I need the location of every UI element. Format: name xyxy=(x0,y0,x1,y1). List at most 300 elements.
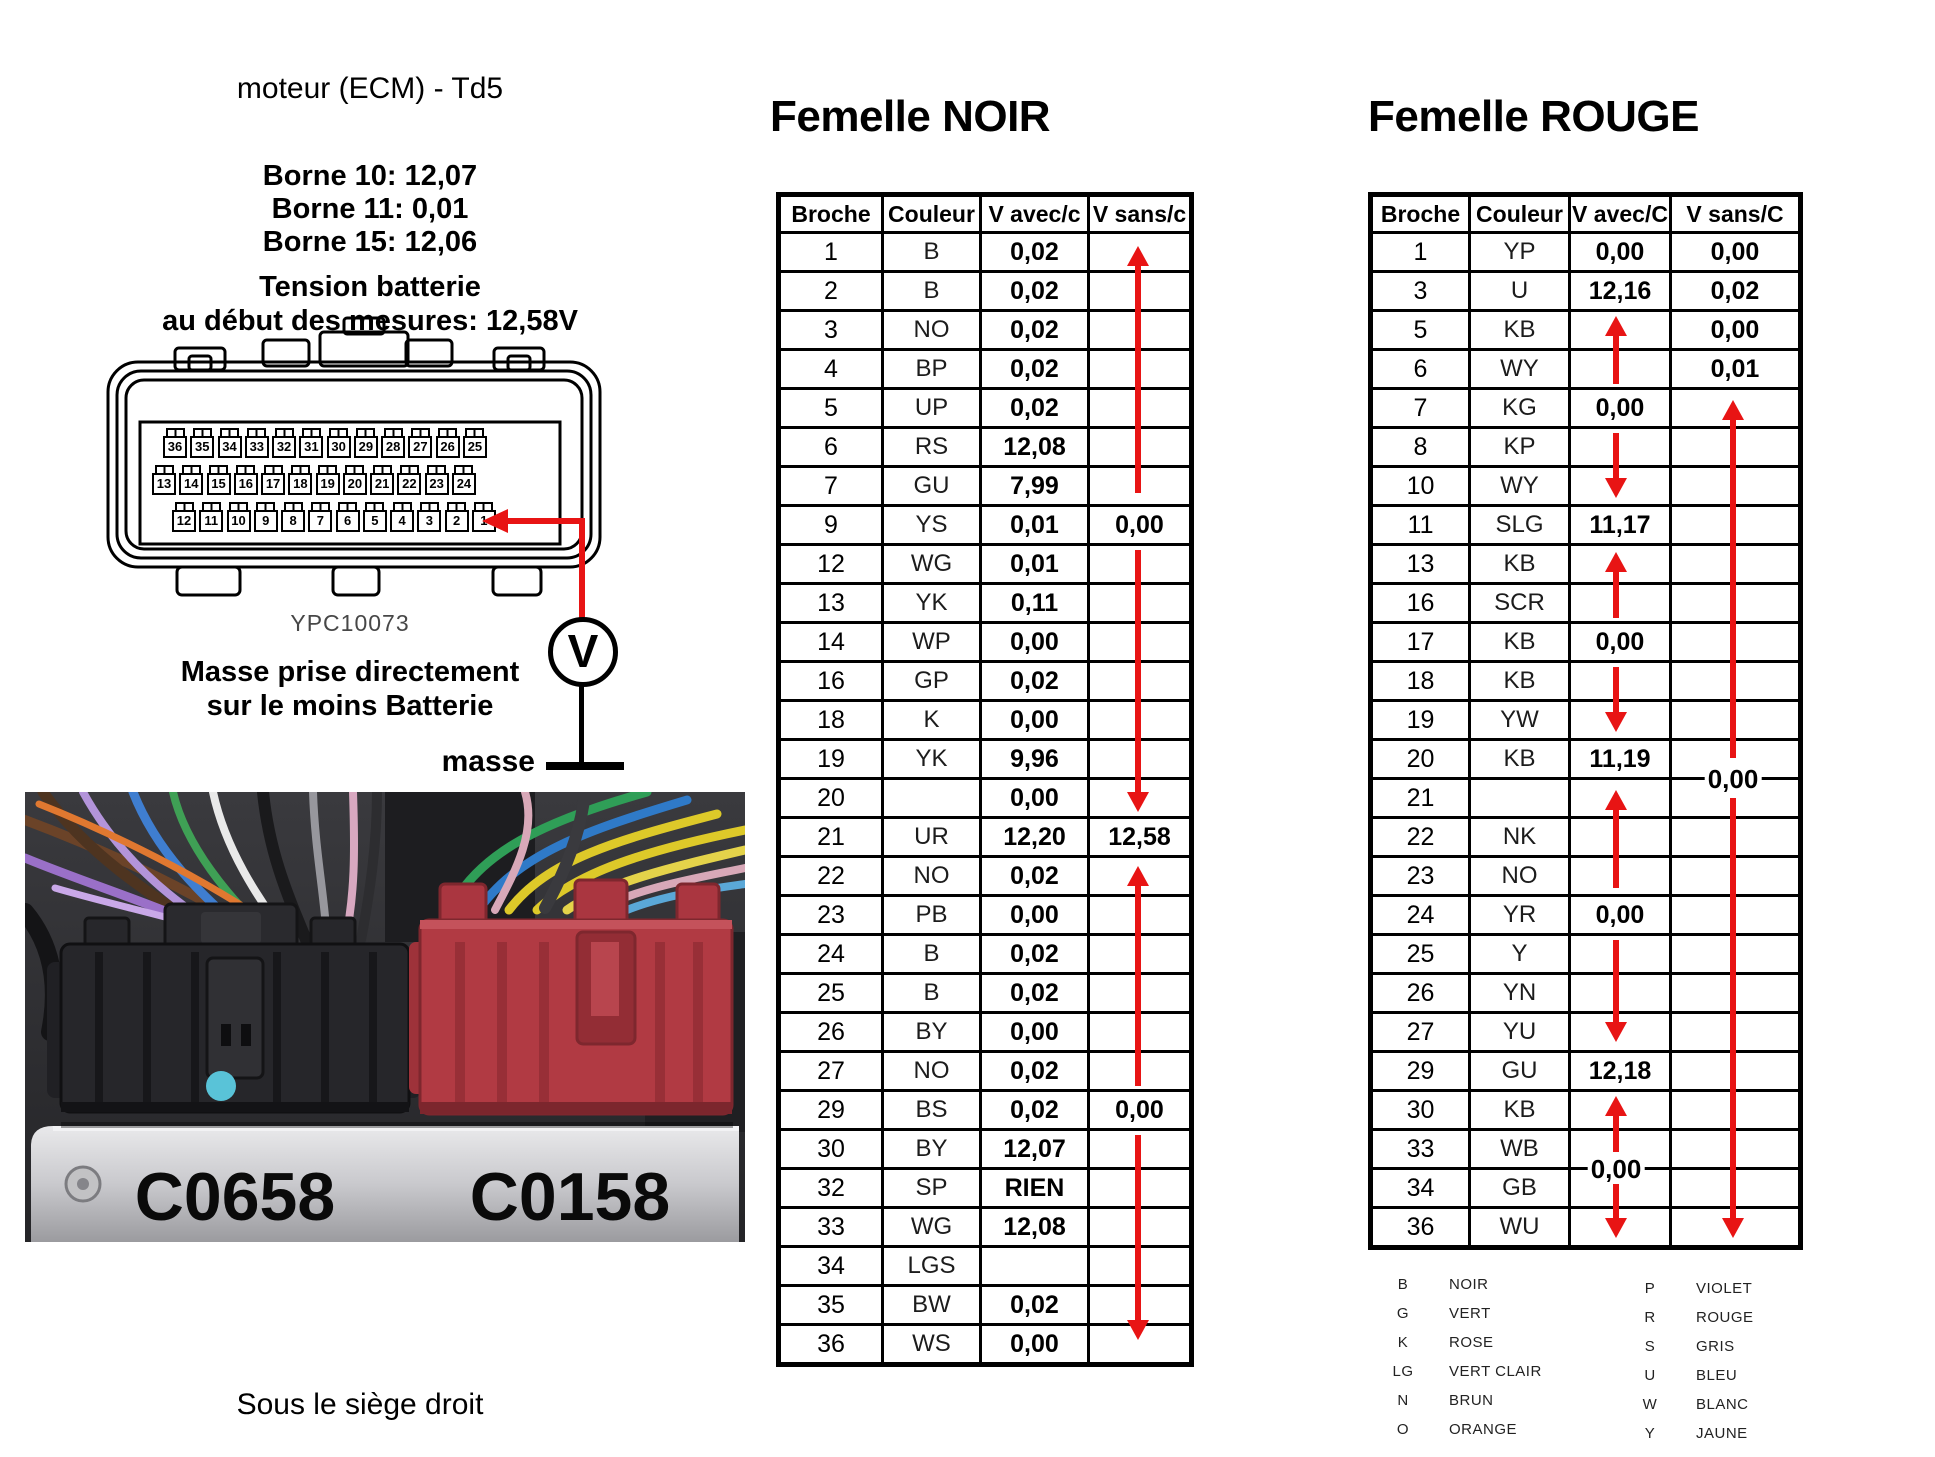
cell-v-avec: 0,00 xyxy=(981,779,1089,818)
cell-broche: 2 xyxy=(779,272,883,311)
cell-broche: 34 xyxy=(1371,1169,1470,1208)
cell-v-avec: 12,16 xyxy=(1570,272,1671,311)
cell-couleur: BY xyxy=(883,1130,981,1169)
pin-contact-icon xyxy=(345,465,364,473)
legend-name: ROSE xyxy=(1449,1334,1494,1351)
pin-contact-icon xyxy=(291,465,310,473)
pin-number: 29 xyxy=(354,436,378,458)
cell-couleur: RS xyxy=(883,428,981,467)
cell-couleur xyxy=(1470,779,1570,818)
cell-couleur: WY xyxy=(1470,467,1570,506)
legend-item xyxy=(1632,1425,1754,1443)
pin-contact-icon xyxy=(220,428,239,436)
cell-broche: 19 xyxy=(779,740,883,779)
rouge-header-row xyxy=(1371,195,1801,233)
legend-item xyxy=(1385,1334,1542,1352)
pin-number: 4 xyxy=(390,510,414,532)
red-arrow-up xyxy=(1127,866,1149,1086)
cell-v-avec: 11,19 xyxy=(1570,740,1671,779)
cell-v-avec xyxy=(981,1247,1089,1286)
connector-pin xyxy=(425,465,449,495)
cell-broche: 6 xyxy=(1371,350,1470,389)
pin-contact-icon xyxy=(275,428,294,436)
cell-couleur: KB xyxy=(1470,623,1570,662)
legend-name: BLANC xyxy=(1696,1396,1749,1413)
cell-broche: 5 xyxy=(1371,311,1470,350)
cell-v-avec: 0,02 xyxy=(981,1052,1089,1091)
connector-pin xyxy=(152,465,176,495)
pin-row-bottom xyxy=(172,502,496,532)
connector-pin xyxy=(199,502,223,532)
red-arrow-up xyxy=(1605,552,1627,618)
pin-number: 30 xyxy=(327,436,351,458)
cell-v-avec: 0,01 xyxy=(981,545,1089,584)
pin-number: 31 xyxy=(299,436,323,458)
femelle-noir-title: Femelle NOIR xyxy=(770,92,1051,141)
cell-v-avec: 0,01 xyxy=(981,506,1089,545)
legend-item xyxy=(1632,1280,1754,1298)
cell-v-avec: 12,18 xyxy=(1570,1052,1671,1091)
connector-pin xyxy=(370,465,394,495)
cell-broche: 32 xyxy=(779,1169,883,1208)
ground-note-line: sur le moins Batterie xyxy=(206,690,494,722)
pin-contact-icon xyxy=(438,428,457,436)
pin-contact-icon xyxy=(411,428,430,436)
legend-code: U xyxy=(1644,1367,1656,1384)
cell-couleur: SCR xyxy=(1470,584,1570,623)
column-header: V sans/C xyxy=(1671,195,1801,233)
red-arrow-down xyxy=(1605,940,1627,1042)
cell-couleur: U xyxy=(1470,272,1570,311)
cell-broche: 26 xyxy=(779,1013,883,1052)
shared-value-v-sans: 0,00 xyxy=(1705,765,1762,793)
legend-name: VIOLET xyxy=(1696,1280,1753,1297)
cell-couleur: UP xyxy=(883,389,981,428)
cell-couleur: YU xyxy=(1470,1013,1570,1052)
cell-couleur: WY xyxy=(1470,350,1570,389)
pin-number: 34 xyxy=(218,436,242,458)
tension-line: au début des mesures: 12,58V xyxy=(162,305,578,337)
cell-broche: 30 xyxy=(1371,1091,1470,1130)
cell-couleur: GB xyxy=(1470,1169,1570,1208)
cell-broche: 7 xyxy=(1371,389,1470,428)
cell-broche: 22 xyxy=(779,857,883,896)
connector-pin xyxy=(218,428,242,458)
cell-broche: 20 xyxy=(1371,740,1470,779)
cell-v-sans: 0,00 xyxy=(1671,311,1801,350)
pin-contact-icon xyxy=(175,502,194,510)
pin-number: 24 xyxy=(452,473,476,495)
pin-number: 6 xyxy=(336,510,360,532)
cell-broche: 22 xyxy=(1371,818,1470,857)
cell-broche: 33 xyxy=(1371,1130,1470,1169)
pin-contact-icon xyxy=(447,502,466,510)
probe-wire-vertical xyxy=(579,518,585,618)
cell-broche: 36 xyxy=(779,1325,883,1365)
legend-code: B xyxy=(1397,1276,1409,1293)
cell-v-avec: 0,02 xyxy=(981,272,1089,311)
column-header: V avec/c xyxy=(981,195,1089,233)
connector-pin xyxy=(363,502,387,532)
connector-pin xyxy=(354,428,378,458)
cell-v-avec: 0,11 xyxy=(981,584,1089,623)
pin-number: 3 xyxy=(417,510,441,532)
legend-name: BRUN xyxy=(1449,1392,1494,1409)
pin-contact-icon xyxy=(229,502,248,510)
cell-couleur: NO xyxy=(883,1052,981,1091)
connector-pin xyxy=(190,428,214,458)
pin-contact-icon xyxy=(182,465,201,473)
pin-number: 35 xyxy=(190,436,214,458)
cell-couleur: BP xyxy=(883,350,981,389)
legend-code: N xyxy=(1397,1392,1409,1409)
pin-contact-icon xyxy=(400,465,419,473)
cell-broche: 12 xyxy=(779,545,883,584)
cell-couleur: WG xyxy=(883,1208,981,1247)
cell-broche: 23 xyxy=(779,896,883,935)
cell-v-avec: 0,00 xyxy=(981,896,1089,935)
connector-pin xyxy=(227,502,251,532)
connector-label-c0158: C0158 xyxy=(469,1159,671,1235)
borne-line: Borne 10: 12,07 xyxy=(262,160,478,192)
noir-header-row xyxy=(779,195,1192,233)
cell-broche: 25 xyxy=(1371,935,1470,974)
cell-broche: 1 xyxy=(779,233,883,272)
cell-broche: 19 xyxy=(1371,701,1470,740)
legend-code: S xyxy=(1644,1338,1656,1355)
legend-name: NOIR xyxy=(1449,1276,1489,1293)
legend-left-column xyxy=(1385,1276,1542,1439)
cell-broche: 6 xyxy=(779,428,883,467)
legend-item xyxy=(1632,1367,1754,1385)
legend-code: Y xyxy=(1644,1425,1656,1442)
cell-broche: 13 xyxy=(1371,545,1470,584)
cell-couleur: B xyxy=(883,233,981,272)
cell-couleur: GP xyxy=(883,662,981,701)
pin-number: 36 xyxy=(163,436,187,458)
cell-broche: 33 xyxy=(779,1208,883,1247)
cell-v-avec: 0,02 xyxy=(981,1091,1089,1130)
cell-broche: 3 xyxy=(779,311,883,350)
shared-value-v-avec: 0,00 xyxy=(1588,1155,1645,1183)
pin-contact-icon xyxy=(420,502,439,510)
pin-number: 15 xyxy=(207,473,231,495)
pin-number: 1 xyxy=(472,510,496,532)
column-header: V sans/c xyxy=(1089,195,1192,233)
pin-number: 26 xyxy=(436,436,460,458)
cell-v-avec: 7,99 xyxy=(981,467,1089,506)
table-row xyxy=(779,506,1192,545)
cell-broche: 5 xyxy=(779,389,883,428)
borne-line: Borne 11: 0,01 xyxy=(271,193,469,225)
red-arrow-up xyxy=(1605,316,1627,384)
red-arrow-down xyxy=(1127,550,1149,812)
probe-wire-horizontal xyxy=(505,518,585,524)
cell-broche: 17 xyxy=(1371,623,1470,662)
cell-couleur: YK xyxy=(883,740,981,779)
borne-line: Borne 15: 12,06 xyxy=(262,226,478,258)
legend-name: BLEU xyxy=(1696,1367,1738,1384)
legend-item xyxy=(1632,1309,1754,1327)
cell-couleur: GU xyxy=(883,467,981,506)
pin-number: 13 xyxy=(152,473,176,495)
cell-broche: 26 xyxy=(1371,974,1470,1013)
pin-number: 2 xyxy=(445,510,469,532)
table-row xyxy=(1371,350,1801,389)
cell-broche: 35 xyxy=(779,1286,883,1325)
pin-number: 23 xyxy=(425,473,449,495)
pin-number: 33 xyxy=(245,436,269,458)
pin-contact-icon xyxy=(166,428,185,436)
cell-v-avec: 0,02 xyxy=(981,311,1089,350)
cell-v-avec: 0,02 xyxy=(981,350,1089,389)
column-header: Couleur xyxy=(1470,195,1570,233)
connector-pin xyxy=(272,428,296,458)
cell-couleur: NO xyxy=(883,311,981,350)
connector-pin xyxy=(463,428,487,458)
pin-number: 21 xyxy=(370,473,394,495)
legend-code: K xyxy=(1397,1334,1409,1351)
connector-pin xyxy=(381,428,405,458)
cell-couleur xyxy=(883,779,981,818)
cell-couleur: SLG xyxy=(1470,506,1570,545)
cell-v-avec: 12,08 xyxy=(981,428,1089,467)
cell-broche: 7 xyxy=(779,467,883,506)
cell-v-avec: 0,00 xyxy=(1570,896,1671,935)
cell-broche: 29 xyxy=(779,1091,883,1130)
red-arrow-down xyxy=(1605,433,1627,498)
pin-number: 22 xyxy=(397,473,421,495)
voltmeter-lead xyxy=(579,682,584,764)
pin-contact-icon xyxy=(236,465,255,473)
legend-item xyxy=(1385,1421,1542,1439)
cell-broche: 29 xyxy=(1371,1052,1470,1091)
connector-pin xyxy=(288,465,312,495)
cell-couleur: YR xyxy=(1470,896,1570,935)
red-arrow-up xyxy=(1605,1096,1627,1152)
cell-broche: 25 xyxy=(779,974,883,1013)
cell-v-sans: 12,58 xyxy=(1089,818,1192,857)
cell-broche: 8 xyxy=(1371,428,1470,467)
legend-code: G xyxy=(1396,1305,1410,1322)
pin-contact-icon xyxy=(365,502,384,510)
legend-name: VERT CLAIR xyxy=(1449,1363,1542,1380)
cell-couleur: KB xyxy=(1470,740,1570,779)
femelle-rouge-title: Femelle ROUGE xyxy=(1368,92,1699,141)
tension-line: Tension batterie xyxy=(259,271,481,303)
cell-broche: 21 xyxy=(1371,779,1470,818)
table-row xyxy=(779,818,1192,857)
cell-broche: 21 xyxy=(779,818,883,857)
connector-pin xyxy=(261,465,285,495)
pin-number: 28 xyxy=(381,436,405,458)
cell-couleur: K xyxy=(883,701,981,740)
pin-number: 5 xyxy=(363,510,387,532)
cell-broche: 23 xyxy=(1371,857,1470,896)
cell-broche: 16 xyxy=(779,662,883,701)
pin-contact-icon xyxy=(302,428,321,436)
borne-measurements xyxy=(140,160,600,259)
cell-broche: 3 xyxy=(1371,272,1470,311)
connector-pin xyxy=(417,502,441,532)
pin-number: 20 xyxy=(343,473,367,495)
connector-pin xyxy=(172,502,196,532)
pin-contact-icon xyxy=(311,502,330,510)
connector-pin xyxy=(316,465,340,495)
connector-pin xyxy=(327,428,351,458)
pin-row-middle xyxy=(152,465,476,495)
legend-code: LG xyxy=(1392,1363,1414,1380)
legend-item xyxy=(1385,1276,1542,1294)
cell-v-avec: 9,96 xyxy=(981,740,1089,779)
cell-v-avec: 0,02 xyxy=(981,233,1089,272)
column-header: V avec/C xyxy=(1570,195,1671,233)
connector-pin xyxy=(234,465,258,495)
connector-pin xyxy=(436,428,460,458)
cell-v-avec: 0,02 xyxy=(981,662,1089,701)
cell-broche: 4 xyxy=(779,350,883,389)
cell-v-avec: 0,00 xyxy=(1570,623,1671,662)
cell-v-avec: RIEN xyxy=(981,1169,1089,1208)
cyan-dot xyxy=(206,1071,236,1101)
pin-contact-icon xyxy=(155,465,174,473)
pin-contact-icon xyxy=(465,428,484,436)
connector-pin xyxy=(299,428,323,458)
cell-couleur: KB xyxy=(1470,545,1570,584)
cell-couleur: PB xyxy=(883,896,981,935)
connector-pin xyxy=(207,465,231,495)
pin-contact-icon xyxy=(193,428,212,436)
red-arrow-down xyxy=(1605,667,1627,732)
cell-couleur: YW xyxy=(1470,701,1570,740)
pin-number: 12 xyxy=(172,510,196,532)
cell-broche: 1 xyxy=(1371,233,1470,272)
ground-note-line: Masse prise directement xyxy=(180,656,520,688)
cell-broche: 13 xyxy=(779,584,883,623)
red-arrow-up xyxy=(1722,400,1744,758)
cell-v-avec: 0,02 xyxy=(981,857,1089,896)
pin-number: 27 xyxy=(408,436,432,458)
ecu-plate xyxy=(31,1122,739,1242)
cell-broche: 11 xyxy=(1371,506,1470,545)
red-arrow-down xyxy=(1127,1135,1149,1340)
pin-contact-icon xyxy=(264,465,283,473)
legend-name: VERT xyxy=(1449,1305,1491,1322)
ecm-connector-diagram xyxy=(95,310,615,610)
legend-item xyxy=(1632,1338,1754,1356)
pin-number: 7 xyxy=(308,510,332,532)
table-row xyxy=(1371,311,1801,350)
pin-number: 10 xyxy=(227,510,251,532)
cell-couleur: LGS xyxy=(883,1247,981,1286)
location-caption: Sous le siège droit xyxy=(236,1388,484,1421)
cell-couleur: WP xyxy=(883,623,981,662)
pin-contact-icon xyxy=(384,428,403,436)
connector-pin xyxy=(254,502,278,532)
pin-number: 32 xyxy=(272,436,296,458)
pin-contact-icon xyxy=(202,502,221,510)
red-arrow-up xyxy=(1127,246,1149,493)
cell-v-avec: 0,00 xyxy=(981,701,1089,740)
cell-broche: 9 xyxy=(779,506,883,545)
cell-v-avec: 0,00 xyxy=(981,1013,1089,1052)
cell-broche: 16 xyxy=(1371,584,1470,623)
cell-couleur: WB xyxy=(1470,1130,1570,1169)
pin-contact-icon xyxy=(284,502,303,510)
cell-broche: 24 xyxy=(1371,896,1470,935)
ground-label: masse xyxy=(441,745,535,778)
cell-couleur: SP xyxy=(883,1169,981,1208)
cell-couleur: KB xyxy=(1470,311,1570,350)
pin-contact-icon xyxy=(247,428,266,436)
cell-broche: 20 xyxy=(779,779,883,818)
cell-v-avec: 0,00 xyxy=(981,623,1089,662)
cell-v-avec: 12,08 xyxy=(981,1208,1089,1247)
cell-v-avec: 11,17 xyxy=(1570,506,1671,545)
pin-number: 18 xyxy=(288,473,312,495)
legend-item xyxy=(1385,1305,1542,1323)
ecu-connectors-photo xyxy=(25,792,745,1242)
column-header: Couleur xyxy=(883,195,981,233)
pin-number: 11 xyxy=(199,510,223,532)
cell-v-sans: 0,02 xyxy=(1671,272,1801,311)
pin-contact-icon xyxy=(393,502,412,510)
column-header: Broche xyxy=(779,195,883,233)
legend-code: P xyxy=(1644,1280,1656,1297)
connector-pin xyxy=(445,502,469,532)
cell-broche: 10 xyxy=(1371,467,1470,506)
cell-v-sans: 0,00 xyxy=(1671,233,1801,272)
connector-part-number: YPC10073 xyxy=(290,610,410,636)
cell-couleur: B xyxy=(883,272,981,311)
pin-number: 25 xyxy=(463,436,487,458)
legend-code: O xyxy=(1396,1421,1410,1438)
legend-item xyxy=(1385,1363,1542,1381)
cell-v-avec: 0,00 xyxy=(1570,233,1671,272)
legend-name: ROUGE xyxy=(1696,1309,1754,1326)
cell-couleur: Y xyxy=(1470,935,1570,974)
cell-couleur: NO xyxy=(1470,857,1570,896)
pin-contact-icon xyxy=(329,428,348,436)
cell-broche: 14 xyxy=(779,623,883,662)
legend-item xyxy=(1385,1392,1542,1410)
legend-code: R xyxy=(1644,1309,1656,1326)
cell-v-avec: 0,00 xyxy=(1570,389,1671,428)
cell-v-avec: 0,00 xyxy=(981,1325,1089,1365)
cell-broche: 34 xyxy=(779,1247,883,1286)
cell-v-avec: 12,07 xyxy=(981,1130,1089,1169)
cell-couleur: KP xyxy=(1470,428,1570,467)
pin-contact-icon xyxy=(338,502,357,510)
cell-v-sans: 0,00 xyxy=(1089,506,1192,545)
connector-pin xyxy=(408,428,432,458)
cell-couleur: WS xyxy=(883,1325,981,1365)
pin-number: 16 xyxy=(234,473,258,495)
cell-couleur: YP xyxy=(1470,233,1570,272)
cell-couleur: NO xyxy=(883,857,981,896)
cell-couleur: B xyxy=(883,935,981,974)
pin-contact-icon xyxy=(209,465,228,473)
cell-couleur: YS xyxy=(883,506,981,545)
cell-couleur: KB xyxy=(1470,662,1570,701)
table-row xyxy=(1371,233,1801,272)
cell-couleur: YN xyxy=(1470,974,1570,1013)
cell-broche: 24 xyxy=(779,935,883,974)
pin-contact-icon xyxy=(427,465,446,473)
connector-pin xyxy=(308,502,332,532)
cell-v-avec: 0,02 xyxy=(981,1286,1089,1325)
pin-contact-icon xyxy=(454,465,473,473)
